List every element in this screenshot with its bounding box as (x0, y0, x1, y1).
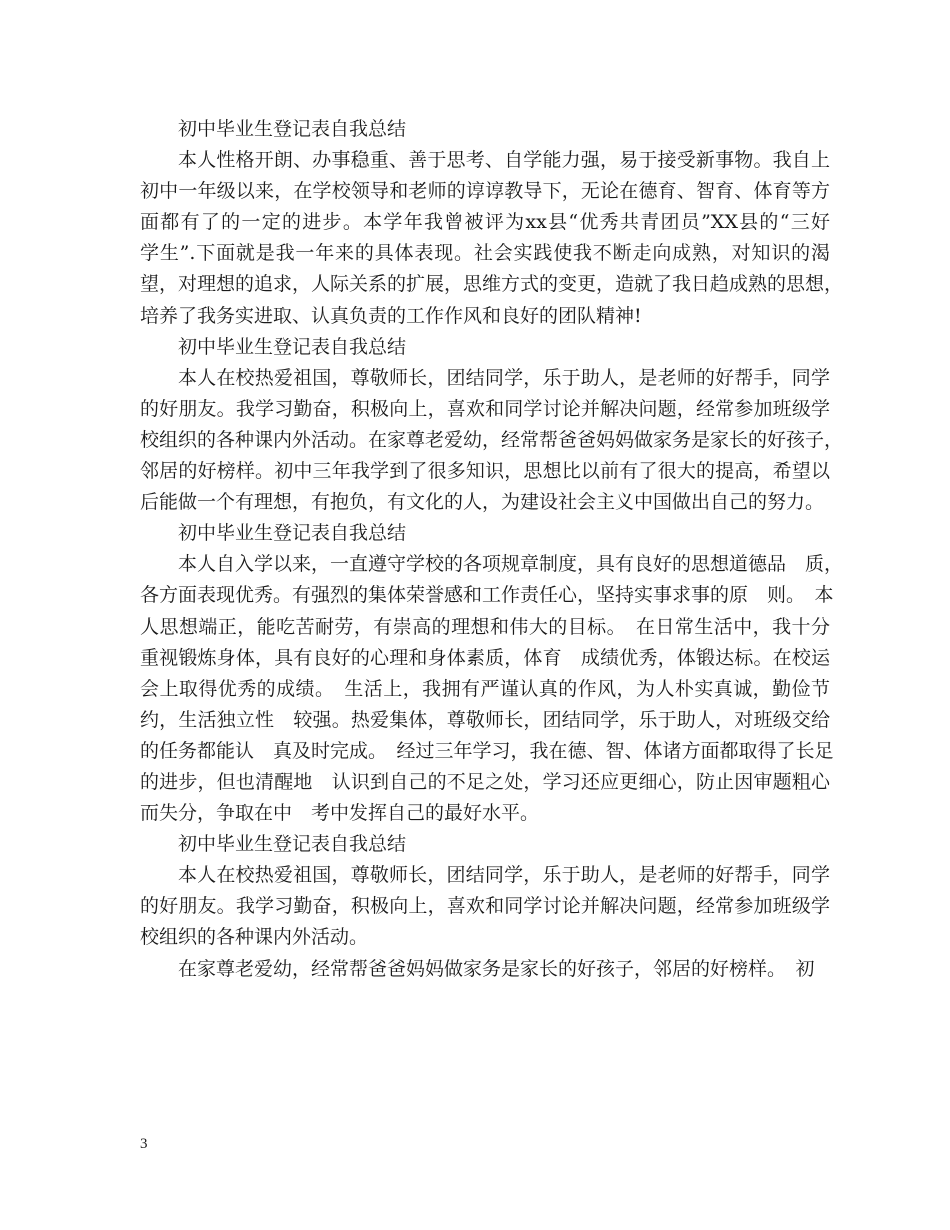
paragraph-line: 初中一年级以来，在学校领导和老师的谆谆教导下，无论在德育、智育、体育等方 (140, 180, 830, 203)
paragraph-line: 面都有了的一定的进步。本学年我曾被评为xx县“优秀共青团员”XX县的“三好 (140, 211, 830, 234)
paragraph-line: 各方面表现优秀。有强烈的集体荣誉感和工作责任心，坚持实事求事的原 则。 本 (140, 584, 834, 607)
paragraph-line: 本人在校热爱祖国，尊敬师长，团结同学，乐于助人，是老师的好帮手，同学 (178, 366, 830, 389)
paragraph-line: 培养了我务实进取、认真负责的工作作风和良好的团队精神! (140, 304, 642, 327)
paragraph-line: 的任务都能认 真及时完成。 经过三年学习，我在德、智、体诸方面都取得了长足 (140, 739, 834, 762)
section-heading: 初中毕业生登记表自我总结 (178, 118, 407, 140)
paragraph-line: 后能做一个有理想，有抱负，有文化的人，为建设社会主义中国做出自己的努力。 (140, 491, 825, 514)
paragraph-line: 的进步，但也清醒地 认识到自己的不足之处，学习还应更细心，防止因审题粗心 (140, 770, 830, 793)
paragraph-line: 的好朋友。我学习勤奋，积极向上，喜欢和同学讨论并解决问题，经常参加班级学 (140, 397, 830, 420)
paragraph-line: 邻居的好榜样。初中三年我学到了很多知识，思想比以前有了很大的提高，希望以 (140, 460, 830, 483)
paragraph-line: 本人自入学以来，一直遵守学校的各项规章制度，具有良好的思想道德品 质， (178, 553, 844, 576)
paragraph-line: 会上取得优秀的成绩。 生活上，我拥有严谨认真的作风，为人朴实真诚，勤俭节 (140, 677, 830, 700)
paragraph-line: 重视锻炼身体，具有良好的心理和身体素质，体育 成绩优秀，体锻达标。在校运 (140, 646, 830, 669)
page-number: 3 (140, 1136, 148, 1152)
paragraph-line: 望，对理想的追求，人际关系的扩展，思维方式的变更，造就了我日趋成熟的思想， (140, 273, 844, 296)
section-heading: 初中毕业生登记表自我总结 (178, 335, 407, 358)
document-body (140, 114, 844, 985)
paragraph-line: 本人性格开朗、办事稳重、善于思考、自学能力强，易于接受新事物。我自上 (178, 149, 830, 172)
paragraph-line: 学生”.下面就是我一年来的具体表现。社会实践使我不断走向成熟，对知识的渴 (140, 242, 830, 265)
paragraph-line: 校组织的各种课内外活动。在家尊老爱幼，经常帮爸爸妈妈做家务是家长的好孩子， (140, 428, 844, 451)
paragraph-line: 人思想端正，能吃苦耐劳，有崇高的理想和伟大的目标。 在日常生活中，我十分 (140, 615, 830, 638)
section-heading: 初中毕业生登记表自我总结 (178, 833, 407, 856)
paragraph-line: 的好朋友。我学习勤奋，积极向上，喜欢和同学讨论并解决问题，经常参加班级学 (140, 895, 830, 918)
paragraph-line: 而失分，争取在中 考中发挥自己的最好水平。 (140, 802, 540, 825)
paragraph-line: 本人在校热爱祖国，尊敬师长，团结同学，乐于助人，是老师的好帮手，同学 (178, 864, 830, 887)
paragraph-line: 约，生活独立性 较强。热爱集体，尊敬师长，团结同学，乐于助人，对班级交给 (140, 708, 830, 731)
paragraph-line: 在家尊老爱幼，经常帮爸爸妈妈做家务是家长的好孩子，邻居的好榜样。 初 (178, 957, 815, 980)
paragraph-line: 校组织的各种课内外活动。 (140, 926, 369, 949)
section-heading: 初中毕业生登记表自我总结 (178, 522, 407, 545)
